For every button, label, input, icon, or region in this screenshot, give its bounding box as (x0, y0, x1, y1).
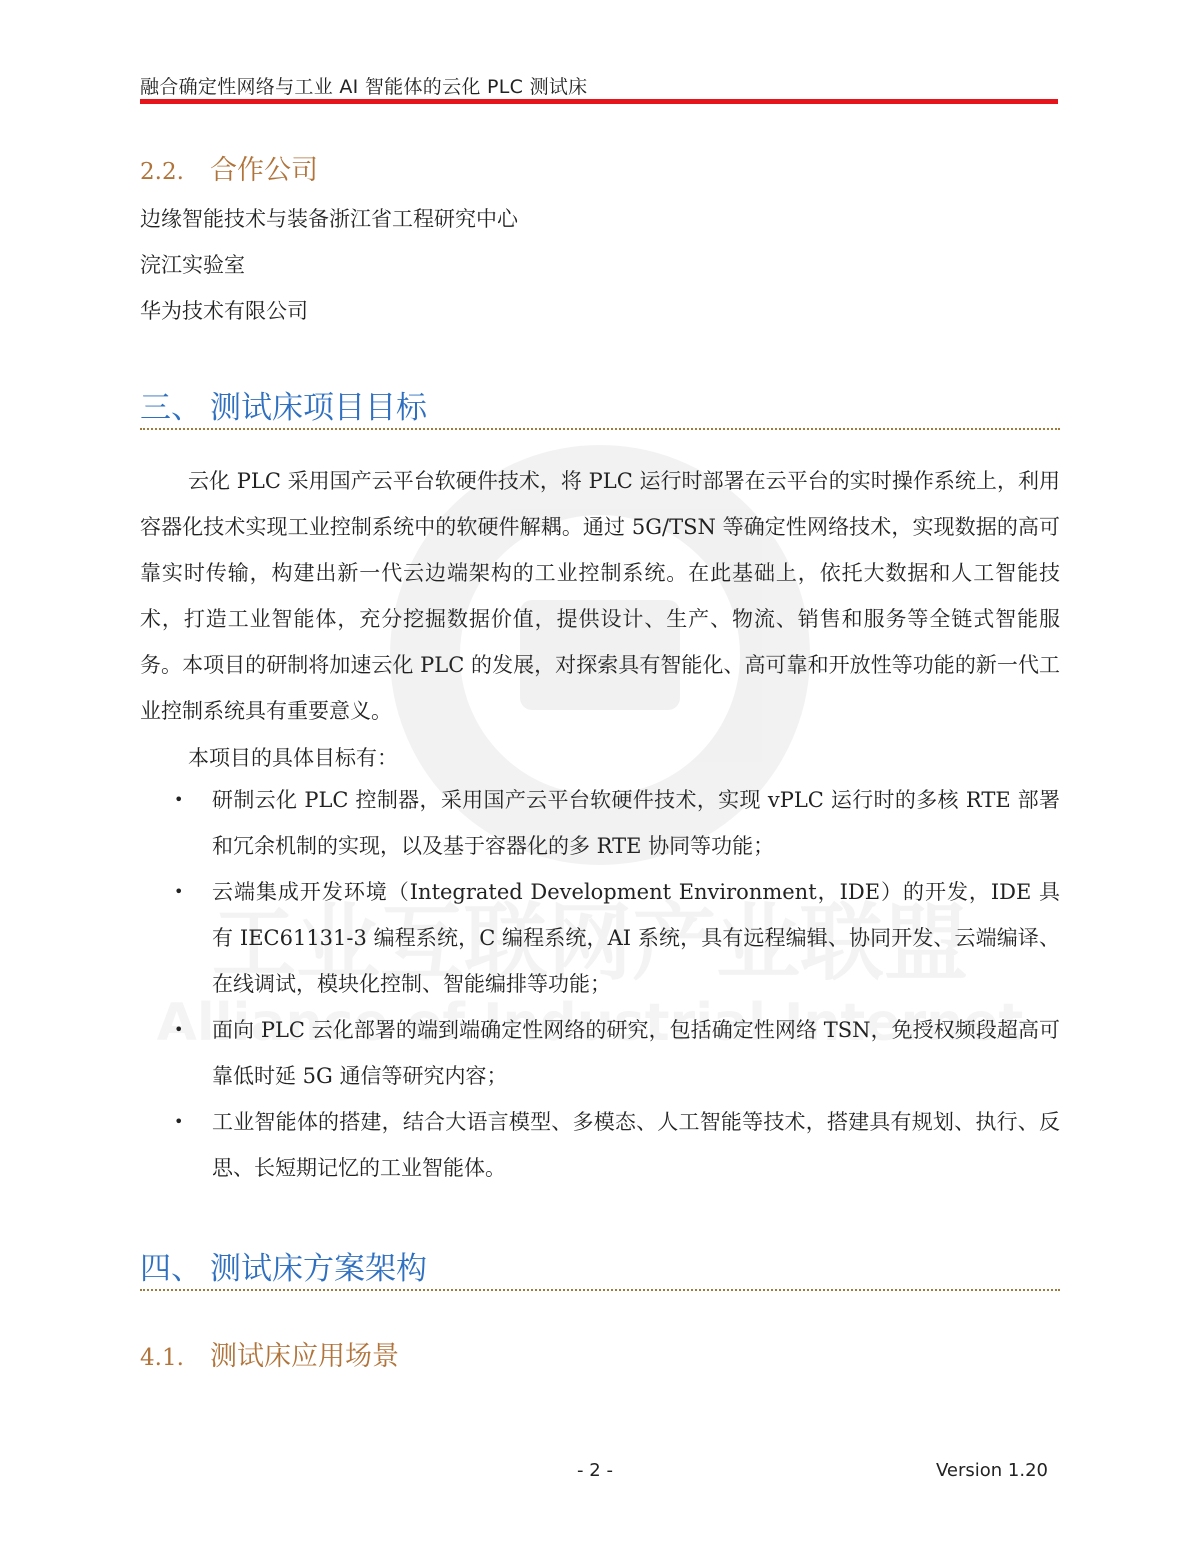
chapter-3-rule (140, 428, 1060, 430)
goal-item (140, 1099, 1060, 1191)
bullet-icon: • (174, 1112, 184, 1131)
chapter-3-heading (140, 382, 1060, 427)
goal-item (140, 1007, 1060, 1099)
goals-intro: 本项目的具体目标有： (188, 746, 398, 770)
goal-item (140, 869, 1060, 1007)
section-4-1-heading (140, 1334, 399, 1373)
goals-list (140, 777, 1060, 1191)
partner-item: 华为技术有限公司 (140, 299, 308, 323)
version-label: Version 1.20 (936, 1460, 1048, 1481)
partner-item: 边缘智能技术与装备浙江省工程研究中心 (140, 207, 518, 231)
goal-text: 工业智能体的搭建，结合大语言模型、多模态、人工智能等技术，搭建具有规划、执行、反思、长短期记忆的工业智能体。 (212, 1110, 1060, 1180)
section-2-2-number: 2.2. (140, 159, 184, 185)
chapter-4-number: 四、 (140, 1251, 202, 1287)
chapter-3-paragraph: 云化 PLC 采用国产云平台软硬件技术，将 PLC 运行时部署在云平台的实时操作系统上，利用容器化技术实现工业控制系统中的软硬件解耦。通过 5G/TSN 等确定性网络技术，实现数据的高可靠实时传输，构建出新一代云边端架构的工业控制系统。在此基础上，依托大数据和人工智能技术，打造工业智能体，充分挖掘数据价值，提供设计、生产、物流、销售和服务等全链式智能服务。本项目的研制将加速云化 PLC 的发展，对探索具有智能化、高可靠和开放性等功能的新一代工业控制系统具有重要意义。 (140, 469, 1060, 723)
section-2-2-title: 合作公司 (210, 155, 318, 186)
goal-text: 面向 PLC 云化部署的端到端确定性网络的研究，包括确定性网络 TSN，免授权频段超高可靠低时延 5G 通信等研究内容； (212, 1018, 1060, 1088)
goal-item (140, 777, 1060, 869)
section-2-2-heading (140, 148, 318, 187)
header-rule (140, 99, 1058, 104)
section-4-1-title: 测试床应用场景 (210, 1341, 399, 1372)
bullet-icon: • (174, 790, 184, 809)
goal-text: 研制云化 PLC 控制器，采用国产云平台软硬件技术，实现 vPLC 运行时的多核 RTE 部署和冗余机制的实现，以及基于容器化的多 RTE 协同等功能； (212, 788, 1060, 858)
partner-item: 浣江实验室 (140, 253, 245, 277)
bullet-icon: • (174, 882, 184, 901)
chapter-3-title: 测试床项目目标 (210, 390, 427, 426)
chapter-4-rule (140, 1289, 1060, 1291)
bullet-icon: • (174, 1020, 184, 1039)
goal-text: 云端集成开发环境（Integrated Development Environment，IDE）的开发，IDE 具有 IEC61131-3 编程系统，C 编程系统，AI 系统，具有远程编辑、协同开发、云端编译、在线调试，模块化控制、智能编排等功能； (212, 880, 1060, 996)
page-header-title: 融合确定性网络与工业 AI 智能体的云化 PLC 测试床 (140, 76, 588, 98)
chapter-4-title: 测试床方案架构 (210, 1251, 427, 1287)
page-number: - 2 - (577, 1460, 613, 1481)
section-4-1-number: 4.1. (140, 1345, 184, 1371)
chapter-3-number: 三、 (140, 390, 202, 426)
chapter-4-heading (140, 1243, 1060, 1288)
